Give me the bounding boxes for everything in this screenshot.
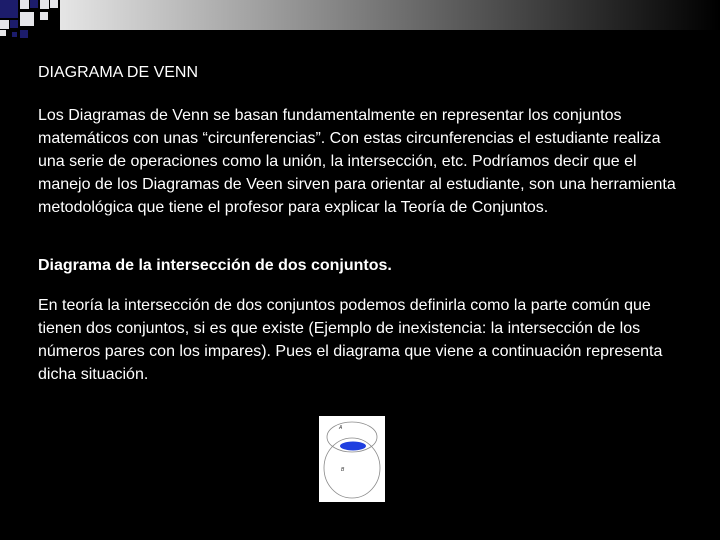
decor-square bbox=[30, 0, 38, 8]
decor-square bbox=[12, 32, 17, 37]
intro-paragraph: Los Diagramas de Venn se basan fundamentalmente en representar los conjuntos matemáticos con unas “circunferencias”. Con estas circunferencias el estudiante realiza una serie de operaciones como la unión, la intersección, etc. Podríamos decir que el manejo de los Diagramas de Veen sirven para orientar al estudiante, son una herramienta metodológica que tiene el profesor para explicar la Teoría de Conjuntos. bbox=[38, 107, 676, 216]
body-paragraph: En teoría la intersección de dos conjuntos podemos definirla como la parte común que tienen dos conjuntos, si es que existe (Ejemplo de inexistencia: la intersección de los números pares con los impares). Pues el diagrama que viene a continuación representa dicha situación. bbox=[38, 297, 663, 383]
decor-square bbox=[0, 0, 18, 18]
decor-square bbox=[20, 12, 34, 26]
decor-square bbox=[40, 0, 49, 9]
section-subheading: Diagrama de la intersección de dos conjuntos. bbox=[38, 257, 392, 274]
decor-square bbox=[50, 0, 58, 8]
venn-diagram-image bbox=[319, 416, 385, 502]
decor-gradient-strip bbox=[60, 0, 720, 30]
decor-square bbox=[10, 20, 18, 28]
set-a-label: A bbox=[339, 425, 343, 431]
corner-decoration bbox=[0, 0, 720, 60]
decor-square bbox=[0, 30, 6, 36]
decor-square bbox=[0, 20, 9, 29]
decor-square bbox=[20, 30, 28, 38]
set-b-label: B bbox=[341, 467, 345, 473]
decor-square bbox=[20, 0, 29, 9]
slide-title: DIAGRAMA DE VENN bbox=[38, 64, 199, 81]
decor-square bbox=[40, 12, 48, 20]
intersection-region bbox=[340, 442, 366, 451]
